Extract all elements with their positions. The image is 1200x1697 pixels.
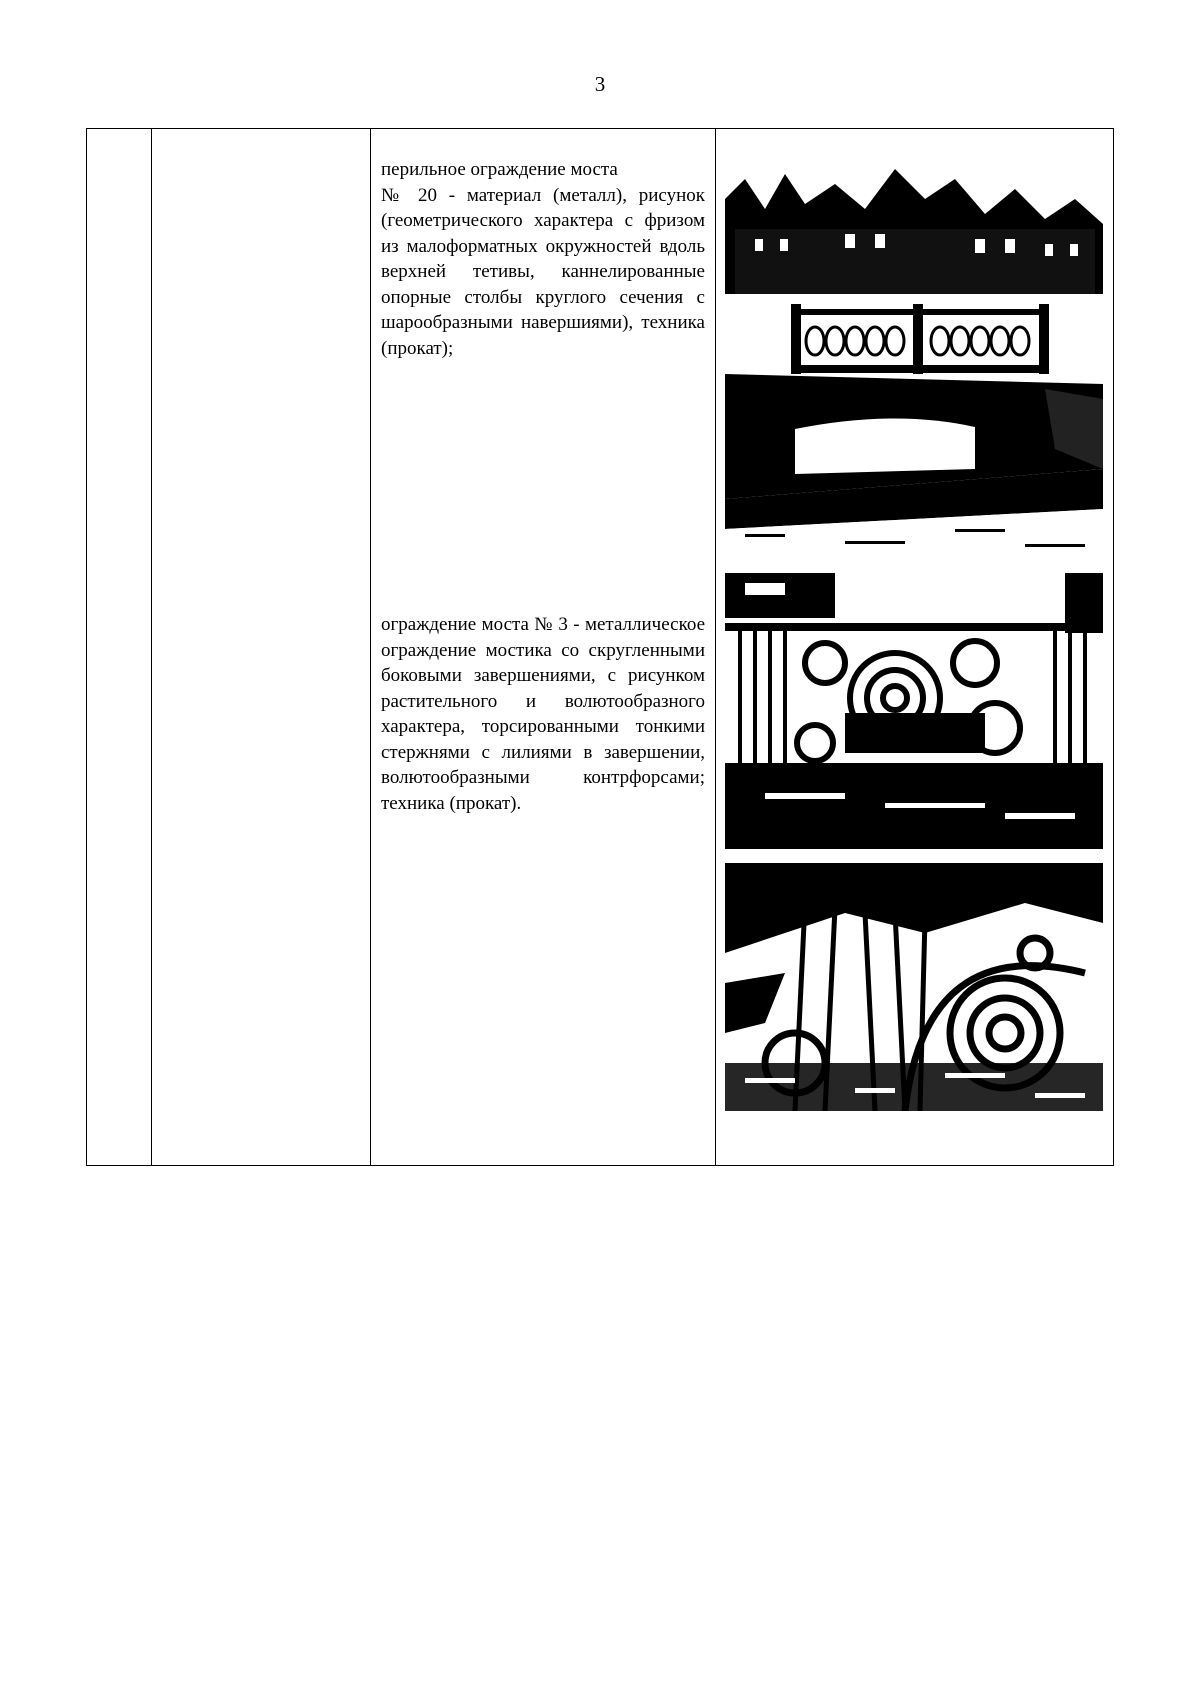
document-table <box>86 128 1114 1166</box>
row-1-description <box>381 157 705 361</box>
page-number: 3 <box>594 72 606 96</box>
description-line: перильное ограждение моста <box>381 159 618 180</box>
column-divider <box>370 129 371 1165</box>
column-divider <box>151 129 152 1165</box>
scroll-railing-photo <box>725 863 1103 1111</box>
ornamental-railing-photo <box>725 573 1103 849</box>
row-2-description <box>381 612 705 816</box>
description-text: № 20 - материал (металл), рисунок (геометрического характера с фризом из малоформатных окружностей вдоль верхней тетивы, каннелированные опорные столбы круглого сечения с шарообразными навершиями), техника (прокат); <box>381 184 705 359</box>
description-text: ограждение моста № 3 - металлическое ограждение мостика со скругленными боковыми завершениями, с рисунком растительного и волютообразного характера, торсированными тонкими стержнями с лилиями в завершении, волютообразными контрфорсами; техника (прокат). <box>381 614 705 814</box>
column-divider <box>715 129 716 1165</box>
bridge-railing-photo <box>725 169 1103 559</box>
